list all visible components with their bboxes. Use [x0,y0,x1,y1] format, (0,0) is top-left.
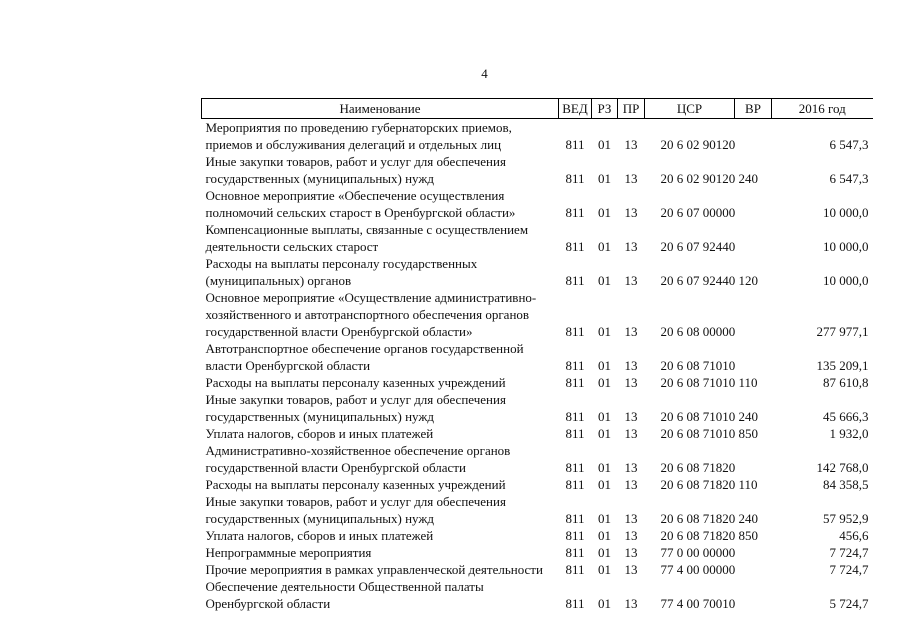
page-number: 4 [481,66,488,81]
cell-csr: 77 0 00 00000 [660,545,736,560]
cell-csr: 20 6 02 90120 [660,137,736,152]
cell-vr [735,289,772,340]
cell-name: Иные закупки товаров, работ и услуг для обеспечения государственных (муниципальных) нужд [205,154,506,186]
cell-rz: 01 [598,409,611,424]
table-row [202,578,873,612]
cell-amount: 7 724,7 [829,562,869,577]
cell-csr: 20 6 08 71010 [660,409,736,424]
cell-amount: 6 547,3 [829,137,869,152]
cell-ved: 811 [565,358,585,373]
cell-pr: 13 [624,239,638,254]
header-rz: РЗ [592,99,618,119]
cell-csr: 20 6 07 00000 [660,205,736,220]
cell-csr: 20 6 08 71820 [660,528,736,543]
cell-csr: 20 6 08 71820 [660,511,736,526]
table-row [202,187,873,221]
cell-ved: 811 [565,426,585,441]
cell-ved: 811 [565,273,585,288]
cell-amount: 45 666,3 [823,409,869,424]
cell-ved: 811 [565,562,585,577]
cell-vr: 120 [738,273,758,288]
cell-name: Основное мероприятие «Обеспечение осуществления полномочий сельских старост в Оренбургской области» [205,188,516,220]
header-vr: ВР [735,99,772,119]
cell-vr [735,187,772,221]
table-row [202,442,873,476]
cell-rz: 01 [598,511,611,526]
cell-pr: 13 [624,596,638,611]
cell-name: Обеспечение деятельности Общественной палаты Оренбургской области [205,579,484,611]
cell-rz: 01 [598,426,611,441]
cell-name: Компенсационные выплаты, связанные с осуществлением деятельности сельских старост [205,222,529,254]
cell-pr: 13 [624,171,638,186]
cell-rz: 01 [598,239,611,254]
cell-ved: 811 [565,596,585,611]
cell-rz: 01 [598,324,611,339]
cell-name: Иные закупки товаров, работ и услуг для обеспечения государственных (муниципальных) нужд [205,494,506,526]
table-row [202,544,873,561]
cell-rz: 01 [598,460,611,475]
cell-amount: 1 932,0 [829,426,869,441]
header-name: Наименование [202,99,559,119]
cell-rz: 01 [598,205,611,220]
cell-rz: 01 [598,596,611,611]
cell-ved: 811 [565,460,585,475]
cell-pr: 13 [624,426,638,441]
cell-rz: 01 [598,545,611,560]
cell-amount: 142 768,0 [816,460,869,475]
cell-ved: 811 [565,205,585,220]
cell-amount: 135 209,1 [816,358,869,373]
cell-pr: 13 [624,137,638,152]
cell-amount: 57 952,9 [823,511,869,526]
cell-amount: 6 547,3 [829,171,869,186]
cell-rz: 01 [598,562,611,577]
cell-ved: 811 [565,511,585,526]
cell-name: Административно-хозяйственное обеспечение органов государственной власти Оренбургской области [205,443,511,475]
cell-vr [735,561,772,578]
table-row [202,391,873,425]
header-csr: ЦСР [645,99,735,119]
cell-rz: 01 [598,477,611,492]
cell-vr: 110 [738,375,758,390]
cell-ved: 811 [565,409,585,424]
cell-name: Мероприятия по проведению губернаторских приемов, приемов и обслуживания делегаций и отдельных лиц [205,120,512,152]
header-pr: ПР [618,99,645,119]
cell-pr: 13 [624,273,638,288]
cell-vr [735,544,772,561]
cell-pr: 13 [624,477,638,492]
cell-name: Непрограммные мероприятия [205,545,372,560]
cell-ved: 811 [565,239,585,254]
cell-vr [735,442,772,476]
cell-vr [735,340,772,374]
table-row [202,221,873,255]
cell-ved: 811 [565,324,585,339]
cell-amount: 5 724,7 [829,596,869,611]
cell-vr [735,221,772,255]
cell-pr: 13 [624,528,638,543]
cell-vr: 240 [738,409,758,424]
header-ved: ВЕД [559,99,592,119]
cell-pr: 13 [624,562,638,577]
header-amount: 2016 год [772,99,873,119]
cell-name: Иные закупки товаров, работ и услуг для обеспечения государственных (муниципальных) нужд [205,392,506,424]
cell-rz: 01 [598,375,611,390]
cell-amount: 456,6 [839,528,869,543]
cell-pr: 13 [624,409,638,424]
cell-name: Расходы на выплаты персоналу казенных учреждений [205,477,506,492]
cell-vr: 240 [738,171,758,186]
table-row [202,289,873,340]
cell-amount: 10 000,0 [823,239,869,254]
cell-name: Прочие мероприятия в рамках управленческой деятельности [205,562,543,577]
cell-csr: 20 6 08 00000 [660,324,736,339]
cell-csr: 20 6 08 71010 [660,375,736,390]
cell-amount: 10 000,0 [823,273,869,288]
cell-csr: 77 4 00 00000 [660,562,736,577]
cell-pr: 13 [624,460,638,475]
cell-ved: 811 [565,137,585,152]
cell-ved: 811 [565,528,585,543]
cell-pr: 13 [624,358,638,373]
table-header-row [202,99,873,119]
cell-amount: 7 724,7 [829,545,869,560]
table-row [202,561,873,578]
cell-ved: 811 [565,477,585,492]
table-body [202,119,873,613]
table-row [202,476,873,493]
cell-vr: 240 [738,511,758,526]
cell-name: Основное мероприятие «Осуществление административно-хозяйственного и автотранспортного обеспечения органов государственной власти Оренбургской области» [205,290,537,339]
cell-vr [735,578,772,612]
cell-amount: 277 977,1 [816,324,869,339]
table-row [202,527,873,544]
cell-ved: 811 [565,545,585,560]
cell-csr: 20 6 07 92440 [660,239,736,254]
table-row [202,425,873,442]
cell-csr: 20 6 02 90120 [660,171,736,186]
table-row [202,119,873,154]
cell-rz: 01 [598,171,611,186]
table-row [202,374,873,391]
cell-amount: 87 610,8 [823,375,869,390]
cell-pr: 13 [624,545,638,560]
cell-vr: 110 [738,477,758,492]
cell-name: Расходы на выплаты персоналу казенных учреждений [205,375,506,390]
cell-csr: 20 6 08 71010 [660,426,736,441]
cell-name: Уплата налогов, сборов и иных платежей [205,528,434,543]
cell-csr: 20 6 08 71820 [660,477,736,492]
table-row [202,255,873,289]
cell-pr: 13 [624,205,638,220]
cell-amount: 10 000,0 [823,205,869,220]
budget-table [201,98,873,612]
cell-name: Уплата налогов, сборов и иных платежей [205,426,434,441]
cell-name: Расходы на выплаты персоналу государственных (муниципальных) органов [205,256,478,288]
cell-ved: 811 [565,375,585,390]
cell-rz: 01 [598,273,611,288]
cell-pr: 13 [624,511,638,526]
cell-amount: 84 358,5 [823,477,869,492]
cell-pr: 13 [624,324,638,339]
cell-csr: 20 6 08 71010 [660,358,736,373]
cell-vr: 850 [738,528,758,543]
table-row [202,340,873,374]
cell-name: Автотранспортное обеспечение органов государственной власти Оренбургской области [205,341,524,373]
cell-rz: 01 [598,137,611,152]
cell-csr: 20 6 08 71820 [660,460,736,475]
cell-pr: 13 [624,375,638,390]
cell-vr: 850 [738,426,758,441]
cell-csr: 77 4 00 70010 [660,596,736,611]
cell-rz: 01 [598,358,611,373]
cell-vr [735,119,772,154]
cell-rz: 01 [598,528,611,543]
table-row [202,153,873,187]
cell-ved: 811 [565,171,585,186]
table-row [202,493,873,527]
cell-csr: 20 6 07 92440 [660,273,736,288]
